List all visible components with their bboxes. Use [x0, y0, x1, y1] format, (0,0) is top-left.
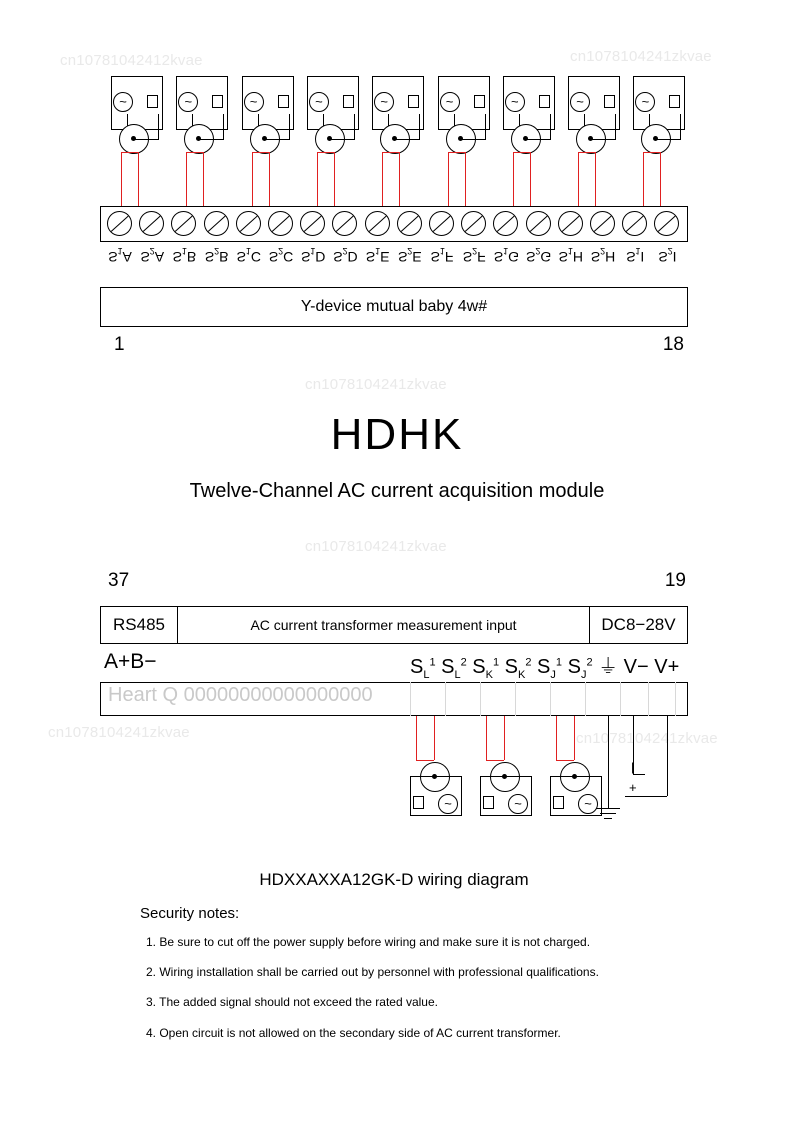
module-terminal-row [100, 606, 688, 644]
current-transformer-group [301, 70, 361, 220]
device-label-box [100, 287, 688, 327]
wire-red-vertical [121, 152, 122, 206]
ac-source-icon: ~ [578, 794, 598, 814]
wire-vertical [419, 114, 420, 140]
wire-vertical [223, 114, 224, 140]
terminal-label: $S_2C$ [268, 246, 294, 265]
pin-number-right-bottom: 19 [664, 570, 686, 591]
terminal-label: $S_2F$ [462, 246, 486, 265]
battery-plus-label: + [629, 780, 637, 795]
serial-code-text: Heart Q 00000000000000000 [108, 684, 373, 706]
wire-horizontal [329, 139, 355, 140]
terminal-divider [620, 682, 621, 716]
wire-vertical [289, 114, 290, 140]
wire-red-horizontal [382, 152, 400, 153]
terminal-screw [397, 211, 422, 236]
ac-source-icon: ~ [635, 92, 655, 112]
current-transformer-group [366, 70, 426, 220]
device-label-text: Y-device mutual baby 4w# [300, 298, 488, 315]
current-transformer-group [627, 70, 687, 220]
ground-bar [600, 813, 616, 814]
terminal-screw [107, 211, 132, 236]
wire-vertical [680, 114, 681, 140]
wire-red-horizontal [486, 760, 504, 761]
wire-horizontal [133, 139, 159, 140]
wire-red-vertical [317, 152, 318, 206]
current-transformer-group [236, 70, 296, 220]
wire-horizontal [525, 139, 551, 140]
wire-horizontal [460, 139, 486, 140]
terminal-square-icon [669, 95, 680, 108]
wire-red-vertical [660, 152, 661, 206]
wire-red-vertical [416, 716, 417, 760]
watermark-text: cn1078104241zkvae [576, 730, 718, 747]
rs485-cell [101, 607, 178, 643]
current-transformer-group [105, 70, 165, 220]
terminal-divider [515, 682, 516, 716]
top-wiring-diagram [100, 70, 692, 360]
pin-number-left-bottom: 37 [108, 570, 130, 591]
wire-red-vertical [269, 152, 270, 206]
wire-red-vertical [203, 152, 204, 206]
dc-power-cell [589, 607, 687, 643]
wire-horizontal [590, 139, 616, 140]
terminal-divider [445, 682, 446, 716]
rs485-label: RS485 [113, 615, 165, 634]
terminal-label: $S_2G$ [525, 246, 552, 265]
wire-red-vertical [334, 152, 335, 206]
terminal-label: $S_2I$ [658, 246, 677, 265]
terminal-label: $S_1E$ [365, 246, 390, 265]
current-transformer-group [480, 716, 550, 846]
terminal-label: $S_2A$ [140, 246, 165, 265]
terminal-divider [675, 682, 676, 716]
battery-minus-label: | [631, 760, 635, 774]
terminal-label: $S_1H$ [558, 246, 584, 265]
terminal-square-icon [278, 95, 289, 108]
ac-source-icon: ~ [570, 92, 590, 112]
watermark-text: cn1078104241zkvae [305, 538, 447, 555]
terminal-screw [365, 211, 390, 236]
wire-vertical [158, 114, 159, 140]
security-notes-list [140, 934, 660, 1041]
terminal-label: $S_2H$ [590, 246, 616, 265]
wire-red-horizontal [252, 152, 270, 153]
wire-red-horizontal [121, 152, 139, 153]
bottom-wiring-diagram [100, 570, 692, 900]
ac-source-icon: ~ [244, 92, 264, 112]
wire-red-horizontal [186, 152, 204, 153]
pin-number-right-top: 18 [662, 334, 684, 355]
wire-red-vertical [643, 152, 644, 206]
terminal-label: $S_1I$ [626, 246, 645, 265]
terminal-label: $S_1B$ [172, 246, 197, 265]
terminal-square-icon [604, 95, 615, 108]
product-subtitle: Twelve-Channel AC current acquisition module [189, 480, 605, 502]
terminal-label: $S_1D$ [300, 246, 326, 265]
watermark-text: cn10781042412kvae [60, 52, 203, 69]
terminal-square-icon [413, 796, 424, 809]
wire-red-vertical [138, 152, 139, 206]
wire-red-vertical [382, 152, 383, 206]
ac-source-icon: ~ [440, 92, 460, 112]
security-note-item: 4. Open circuit is not allowed on the secondary side of AC current transformer. [146, 1025, 561, 1040]
watermark-text: cn1078104241zkvae [570, 48, 712, 65]
security-note-item: 2. Wiring installation shall be carried out by personnel with professional qualifications. [146, 965, 599, 980]
terminal-screw [590, 211, 615, 236]
terminal-label: $S_1F$ [430, 246, 454, 265]
terminal-square-icon [147, 95, 158, 108]
current-transformer-group [410, 716, 480, 846]
terminal-divider [648, 682, 649, 716]
pin-number-left-top: 1 [114, 334, 125, 355]
battery-terminal-negative [633, 774, 645, 775]
terminal-square-icon [408, 95, 419, 108]
wire-red-horizontal [448, 152, 466, 153]
terminal-label: $S_1C$ [236, 246, 262, 265]
terminal-screw [236, 211, 261, 236]
ac-source-icon: ~ [309, 92, 329, 112]
terminal-square-icon [212, 95, 223, 108]
wire-red-vertical [434, 716, 435, 760]
brand-title: HDHK [330, 410, 464, 459]
wire-red-horizontal [578, 152, 596, 153]
wire-red-vertical [186, 152, 187, 206]
current-transformer-group [562, 70, 622, 220]
bottom-diagram-caption: HDXXAXXA12GK-D wiring diagram [259, 870, 529, 889]
terminal-screw [558, 211, 583, 236]
wire-red-vertical [513, 152, 514, 206]
wire-red-vertical [530, 152, 531, 206]
terminal-divider [410, 682, 411, 716]
terminal-divider [550, 682, 551, 716]
terminal-label: $S_2B$ [204, 246, 229, 265]
wire-red-horizontal [513, 152, 531, 153]
security-note-item: 1. Be sure to cut off the power supply before wiring and make sure it is not charged. [146, 935, 591, 949]
ground-bar [604, 818, 612, 819]
dc-power-label: DC8−28V [601, 615, 676, 634]
wire-red-horizontal [416, 760, 434, 761]
measurement-input-label: AC current transformer measurement input [250, 617, 517, 633]
terminal-label: $S_2E$ [397, 246, 422, 265]
ac-source-icon: ~ [505, 92, 525, 112]
wire-red-vertical [252, 152, 253, 206]
watermark-text: cn1078104241zkvae [305, 376, 447, 393]
current-transformer-group [497, 70, 557, 220]
wire-red-vertical [574, 716, 575, 760]
wire-red-vertical [504, 716, 505, 760]
ab-terminal-label: A+B− [104, 650, 157, 673]
wire-vertical [550, 114, 551, 140]
terminal-square-icon [483, 796, 494, 809]
security-note-item: 3. The added signal should not exceed the rated value. [146, 995, 438, 1010]
ground-bar [596, 808, 620, 809]
terminal-divider [480, 682, 481, 716]
terminal-square-icon [553, 796, 564, 809]
wire-red-horizontal [643, 152, 661, 153]
wire-red-horizontal [317, 152, 335, 153]
terminal-square-icon [539, 95, 550, 108]
measurement-input-cell [178, 607, 589, 643]
terminal-screw [204, 211, 229, 236]
wire-red-vertical [448, 152, 449, 206]
ac-source-icon: ~ [178, 92, 198, 112]
terminal-screw [268, 211, 293, 236]
terminal-label: $S_1A$ [108, 246, 132, 265]
terminal-screw [429, 211, 454, 236]
security-notes [140, 905, 660, 1055]
ac-source-icon: ~ [374, 92, 394, 112]
wire-red-vertical [556, 716, 557, 760]
wire-red-vertical [486, 716, 487, 760]
wire-horizontal [394, 139, 420, 140]
terminal-divider [585, 682, 586, 716]
wire-red-vertical [399, 152, 400, 206]
terminal-square-icon [343, 95, 354, 108]
wire-red-vertical [465, 152, 466, 206]
current-transformer-group [170, 70, 230, 220]
current-transformer-group [432, 70, 492, 220]
ac-source-icon: ~ [113, 92, 133, 112]
wire-horizontal [264, 139, 290, 140]
security-notes-title: Security notes: [140, 905, 240, 922]
battery-terminal-positive [625, 796, 667, 797]
wire-horizontal [198, 139, 224, 140]
wire-vertical [667, 716, 668, 796]
wire-red-horizontal [556, 760, 574, 761]
ac-source-icon: ~ [438, 794, 458, 814]
ac-source-icon: ~ [508, 794, 528, 814]
wire-horizontal [655, 139, 681, 140]
current-transformer-group [550, 716, 620, 846]
terminal-square-icon [474, 95, 485, 108]
wire-vertical [608, 716, 609, 808]
wire-red-vertical [595, 152, 596, 206]
sensor-pin-labels: $S_L^1$ $S_L^2$ $S_K^1$ $S_K^2$ $S_J^1$ $S_J^2$ ⏚ V− V+ [410, 656, 680, 681]
wire-vertical [615, 114, 616, 140]
wire-vertical [485, 114, 486, 140]
watermark-text: cn1078104241zkvae [48, 724, 190, 741]
terminal-label: $S_1G$ [493, 246, 520, 265]
terminal-screw [526, 211, 551, 236]
terminal-label: $S_2D$ [333, 246, 358, 265]
wire-red-vertical [578, 152, 579, 206]
wire-vertical [354, 114, 355, 140]
